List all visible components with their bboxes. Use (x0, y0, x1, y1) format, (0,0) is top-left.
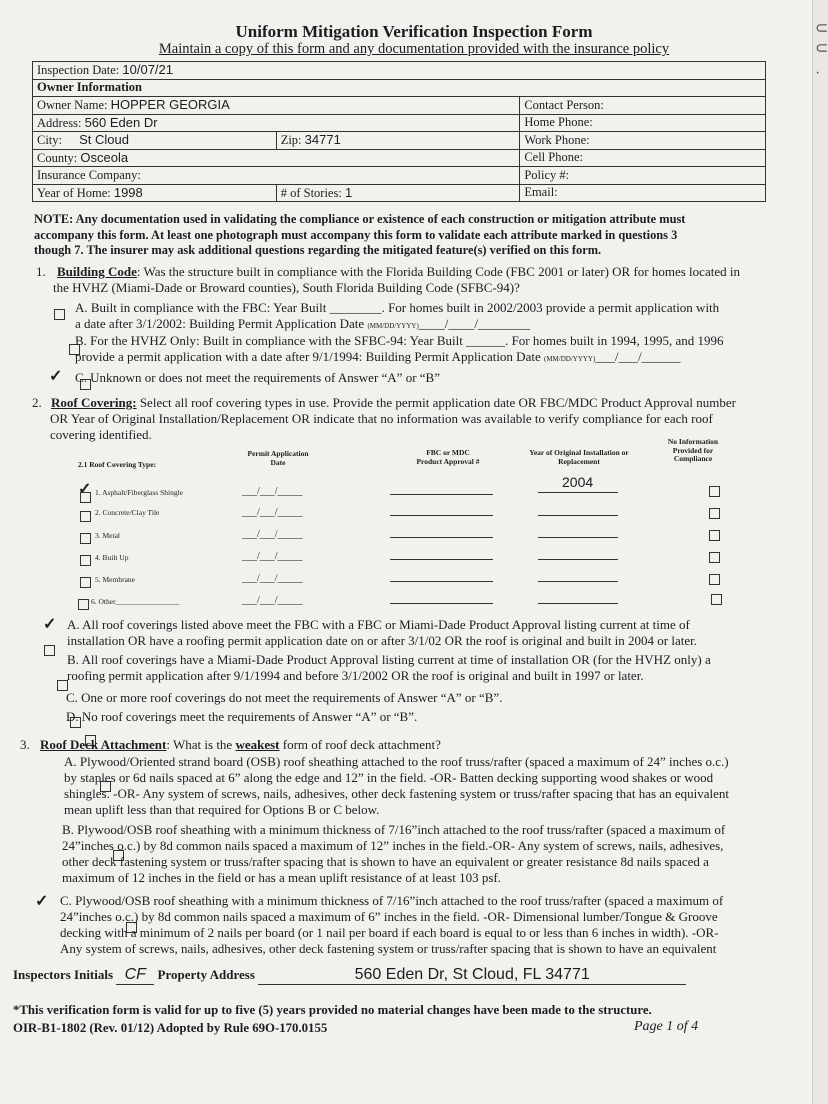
table-row (0, 529, 828, 549)
date-format-hint: (MM/DD/YYYY) (543, 355, 596, 363)
address-cell[interactable] (33, 114, 520, 132)
edge-glyph: ⊂ (815, 40, 828, 57)
checkmark-icon: ✓ (49, 368, 63, 385)
q3-b-text: 24”inches o.c.) by 8d common nails spaced a maximum of 12” inches in the field.-OR- Any system of screws, nails, adhesives, (62, 838, 724, 853)
edge-glyph: ⊂ (815, 20, 828, 37)
form-id: OIR-B1-1802 (Rev. 01/12) Adopted by Rule 69O-170.0155 (13, 1021, 328, 1035)
property-address-label: Property Address (157, 967, 255, 982)
q3-number: 3. (20, 737, 30, 752)
initials-value[interactable]: CF (116, 966, 154, 985)
q2-a-text: installation OR have a roofing permit application date on or after 3/1/02 OR the roof is original and built in 2004 or later. (67, 633, 697, 648)
col-header-text: Product Approval # (416, 456, 480, 466)
inspection-date-value: 10/07/21 (122, 62, 173, 78)
q3-a-text: by staples or 6d nails spaced at 6” along the edge and 12” in the field. -OR- Batten decking supporting wood shakes or wood (64, 770, 714, 785)
q1-text: : Was the structure built in compliance with the Florida Building Code (FBC 2001 or later) OR for homes located in (136, 264, 740, 279)
row-checkbox[interactable] (80, 577, 91, 588)
q2-text: OR Year of Original Installation/Replacement OR indicate that no information was available to verify compliance for each roof (50, 411, 713, 426)
permit-date-blank[interactable]: ____/____/________ (418, 316, 531, 331)
year-installed-blank[interactable] (538, 581, 618, 582)
table-row (0, 551, 828, 571)
form-title: Uniform Mitigation Verification Inspection Form (235, 22, 593, 41)
q2-b-text: B. All roof coverings have a Miami-Dade Product Approval listing current at time of installation OR (for the HVHZ only) a (67, 652, 711, 667)
q2-text: Select all roof covering types in use. Provide the permit application date OR FBC/MDC Product Approval number (136, 395, 736, 410)
q3-b-text: maximum of 12 inches in the field or has a mean uplift resistance of at least 103 psf. (62, 870, 501, 885)
policy-number-cell[interactable]: Policy #: (520, 167, 766, 185)
note-line: though 7. The insurer may ask additional questions regarding the mitigated feature(s) verified on this form. (34, 243, 602, 257)
q3-c-text: 24”inches o.c.) by 8d common nails spaced a maximum of 6” inches in the field. -OR- Dimensional lumber/Tongue & Groove (60, 909, 718, 924)
table-row (0, 595, 828, 615)
q1-option-c: C. Unknown or does not meet the requirements of Answer “A” or “B” (75, 370, 440, 385)
year-installed-blank[interactable] (538, 603, 618, 604)
col-header-fbc (394, 449, 502, 466)
note-line: NOTE: Any documentation used in validating the compliance or existence of each construction or mitigation attribute must (34, 212, 686, 226)
zip-value: 34771 (304, 132, 341, 148)
row-label: 5. Membrane (95, 575, 135, 584)
stories-label: # of Stories: (280, 185, 342, 200)
row-label: 3. Metal (95, 531, 120, 540)
year-of-home-cell[interactable] (33, 184, 277, 202)
product-approval-blank[interactable] (390, 581, 493, 582)
noinfo-checkbox[interactable] (711, 594, 722, 605)
permit-date-blank[interactable]: ___/___/______ (595, 349, 681, 364)
cell-phone-cell[interactable]: Cell Phone: (520, 149, 766, 167)
year-of-home-label: Year of Home: (37, 185, 111, 200)
q1-a-checkbox[interactable] (54, 309, 65, 320)
initials-address-line (13, 966, 686, 985)
q2-option-d: D. No roof coverings meet the requirements of Answer “A” or “B”. (66, 709, 418, 724)
q3-a-text: mean uplift less than that required for Options B or C below. (64, 802, 380, 817)
row-label: 2. Concrete/Clay Tile (95, 508, 160, 517)
inspection-date-label: Inspection Date: (37, 63, 120, 78)
checkmark-icon: ✓ (35, 893, 49, 910)
q1-a-text: a date after 3/1/2002: Building Permit Application Date (75, 316, 365, 331)
year-installed-blank[interactable] (538, 559, 618, 560)
county-cell[interactable] (33, 149, 520, 167)
q1-a-text: A. Built in compliance with the FBC: Year Built ________. For homes built in 2002/2003 provide a permit application with (75, 300, 720, 315)
owner-info-heading: Owner Information (33, 79, 766, 97)
product-approval-blank[interactable] (390, 603, 493, 604)
col-header-text: Date (270, 457, 286, 467)
owner-name-cell[interactable] (33, 97, 520, 115)
col-header-year (516, 449, 642, 466)
q1-number: 1. (36, 264, 46, 279)
question-1 (36, 264, 776, 296)
noinfo-checkbox[interactable] (709, 486, 720, 497)
col-header-text: Permit Application (247, 449, 309, 458)
table-row (0, 573, 828, 593)
work-phone-cell[interactable]: Work Phone: (520, 132, 766, 150)
product-approval-blank[interactable] (390, 515, 493, 516)
col-header-permit (236, 450, 320, 467)
address-label: Address: (37, 115, 82, 130)
q1-option-b (75, 333, 775, 367)
permit-date-blank[interactable]: ___/___/_____ (242, 595, 303, 606)
col-header-text: FBC or MDC (426, 448, 470, 457)
q3-b-text: B. Plywood/OSB roof sheathing with a minimum thickness of 7/16”inch attached to the roof truss/rafter (spaced a maximum of (62, 822, 726, 837)
q1-text: the HVHZ (Miami-Dade or Broward counties), South Florida Building Code (SFBC-94)? (53, 280, 520, 295)
owner-name-value: HOPPER GEORGIA (110, 97, 230, 113)
q1-option-a (75, 300, 775, 334)
q3-weakest: weakest (235, 737, 280, 752)
owner-info-table (32, 61, 766, 202)
row-label: 6. Other_________________ (91, 597, 180, 606)
row-checkbox[interactable] (80, 533, 91, 544)
row-checkbox[interactable] (78, 599, 89, 610)
year-installed-value: 2004 (562, 474, 594, 490)
city-value: St Cloud (79, 132, 130, 148)
col-header-noinfo (658, 438, 728, 464)
date-format-hint: (MM/DD/YYYY) (367, 322, 419, 330)
year-installed-blank[interactable] (538, 537, 618, 538)
q2-title: Roof Covering: (51, 395, 137, 410)
row-checkbox[interactable] (80, 511, 91, 522)
email-cell[interactable]: Email: (520, 184, 766, 202)
address-value: 560 Eden Dr (84, 114, 158, 130)
year-installed-blank[interactable] (538, 492, 618, 493)
q3-a-text: A. Plywood/Oriented strand board (OSB) roof sheathing attached to the roof truss/rafter (spaced a maximum of 24” inches o.c.) (64, 754, 729, 769)
validity-note: *This verification form is valid for up to five (5) years provided no material changes have been made to the structure. (13, 1003, 652, 1017)
q2-a-checkbox[interactable] (44, 645, 55, 656)
q3-text: : What is the (166, 737, 236, 752)
noinfo-checkbox[interactable] (709, 552, 720, 563)
noinfo-checkbox[interactable] (709, 574, 720, 585)
q2-a-text: A. All roof coverings listed above meet the FBC with a FBC or Miami-Dade Product Approval listing current at time of (67, 617, 690, 632)
noinfo-checkbox[interactable] (709, 530, 720, 541)
col-header-text: No Information (667, 437, 719, 446)
q2-option-a (67, 617, 787, 649)
question-2 (32, 395, 777, 443)
initials-label: Inspectors Initials (13, 967, 114, 982)
home-phone-cell[interactable]: Home Phone: (520, 114, 766, 132)
col-header-text: Compliance (673, 454, 713, 463)
product-approval-blank[interactable] (390, 537, 493, 538)
page-number: Page 1 of 4 (634, 1019, 699, 1034)
inspection-date-cell[interactable] (33, 62, 766, 80)
q3-a-text: shingles. -OR- Any system of screws, nails, adhesives, other deck fastening system or truss/rafter spacing that has an equivalent (64, 786, 730, 801)
table-row (0, 507, 828, 527)
product-approval-blank[interactable] (390, 494, 493, 495)
q3-c-text: C. Plywood/OSB roof sheathing with a minimum thickness of 7/16”inch attached to the roof truss/rafter (spaced a maximum of (60, 893, 724, 908)
q1-b-text: B. For the HVHZ Only: Built in compliance with the SFBC-94: Year Built ______. For homes built in 1994, 1995, and 1996 (75, 333, 724, 348)
stories-value: 1 (344, 184, 353, 200)
product-approval-blank[interactable] (390, 559, 493, 560)
col-header-type: 2.1 Roof Covering Type: (78, 460, 157, 469)
q2-number: 2. (32, 395, 42, 410)
note-line: accompany this form. At least one photograph must accompany this form to validate each attribute marked in questions 3 (34, 227, 678, 242)
zip-label: Zip: (280, 133, 302, 148)
q3-option-c (60, 893, 805, 957)
checkmark-icon: ✓ (43, 616, 57, 633)
q3-c-text: decking with a minimum of 2 nails per board (or 1 nail per board if each board is equal to or less than 6 inches in width). -OR- (60, 925, 719, 940)
q3-title: Roof Deck Attachment (40, 737, 167, 752)
row-label: 1. Asphalt/Fiberglass Shingle (95, 488, 183, 497)
city-label: City: (37, 133, 63, 148)
row-label: 4. Built Up (95, 553, 129, 562)
owner-name-label: Owner Name: (37, 98, 108, 113)
note-block (34, 212, 764, 259)
city-cell[interactable] (33, 132, 277, 150)
q1-title: Building Code (57, 264, 137, 279)
county-value: Osceola (80, 149, 129, 165)
zip-cell[interactable] (276, 132, 520, 150)
q1-b-text: provide a permit application with a date after 9/1/1994: Building Permit Application Date (75, 349, 541, 364)
q3-b-text: other deck fastening system or truss/rafter spacing that is shown to have an equivalent or greater resistance 8d nails spaced a (62, 854, 709, 869)
col-header-text: Year of Original Installation or (529, 448, 629, 457)
q3-option-b (62, 822, 802, 886)
q3-text: form of roof deck attachment? (279, 737, 441, 752)
property-address-value[interactable]: 560 Eden Dr, St Cloud, FL 34771 (258, 966, 686, 985)
edge-glyph: · (815, 64, 821, 81)
contact-person-cell[interactable]: Contact Person: (520, 97, 766, 115)
permit-date-blank[interactable]: ___/___/_____ (242, 573, 303, 584)
county-label: County: (37, 150, 78, 165)
insurance-company-cell[interactable]: Insurance Company: (33, 167, 520, 185)
checkmark-icon: ✓ (78, 481, 92, 498)
q2-option-c: C. One or more roof coverings do not meet the requirements of Answer “A” or “B”. (66, 690, 503, 705)
table-row (0, 474, 828, 506)
permit-date-blank[interactable]: ___/___/_____ (242, 507, 303, 518)
form-subtitle: Maintain a copy of this form and any documentation provided with the insurance policy (158, 41, 670, 57)
q2-text: covering identified. (50, 427, 152, 442)
q3-option-a (64, 754, 799, 818)
stories-cell[interactable] (276, 184, 520, 202)
col-header-text: Replacement (558, 456, 600, 466)
year-of-home-value: 1998 (113, 184, 143, 200)
year-installed-blank[interactable] (538, 515, 618, 516)
q3-c-text: Any system of screws, nails, adhesives, other deck fastening system or truss/rafter spacing that is shown to have an equivalent (60, 941, 717, 956)
row-checkbox[interactable] (80, 555, 91, 566)
permit-date-blank[interactable]: ___/___/_____ (242, 529, 303, 540)
noinfo-checkbox[interactable] (709, 508, 720, 519)
q2-option-b (67, 652, 787, 684)
permit-date-blank[interactable]: ___/___/_____ (242, 551, 303, 562)
q2-b-text: roofing permit application after 9/1/1994 and before 3/1/2002 OR the roof is original and built in 1997 or later. (67, 668, 644, 683)
permit-date-blank[interactable]: ___/___/_____ (242, 486, 303, 497)
question-3 (20, 737, 780, 753)
col-header-text: Provided for (672, 445, 714, 455)
